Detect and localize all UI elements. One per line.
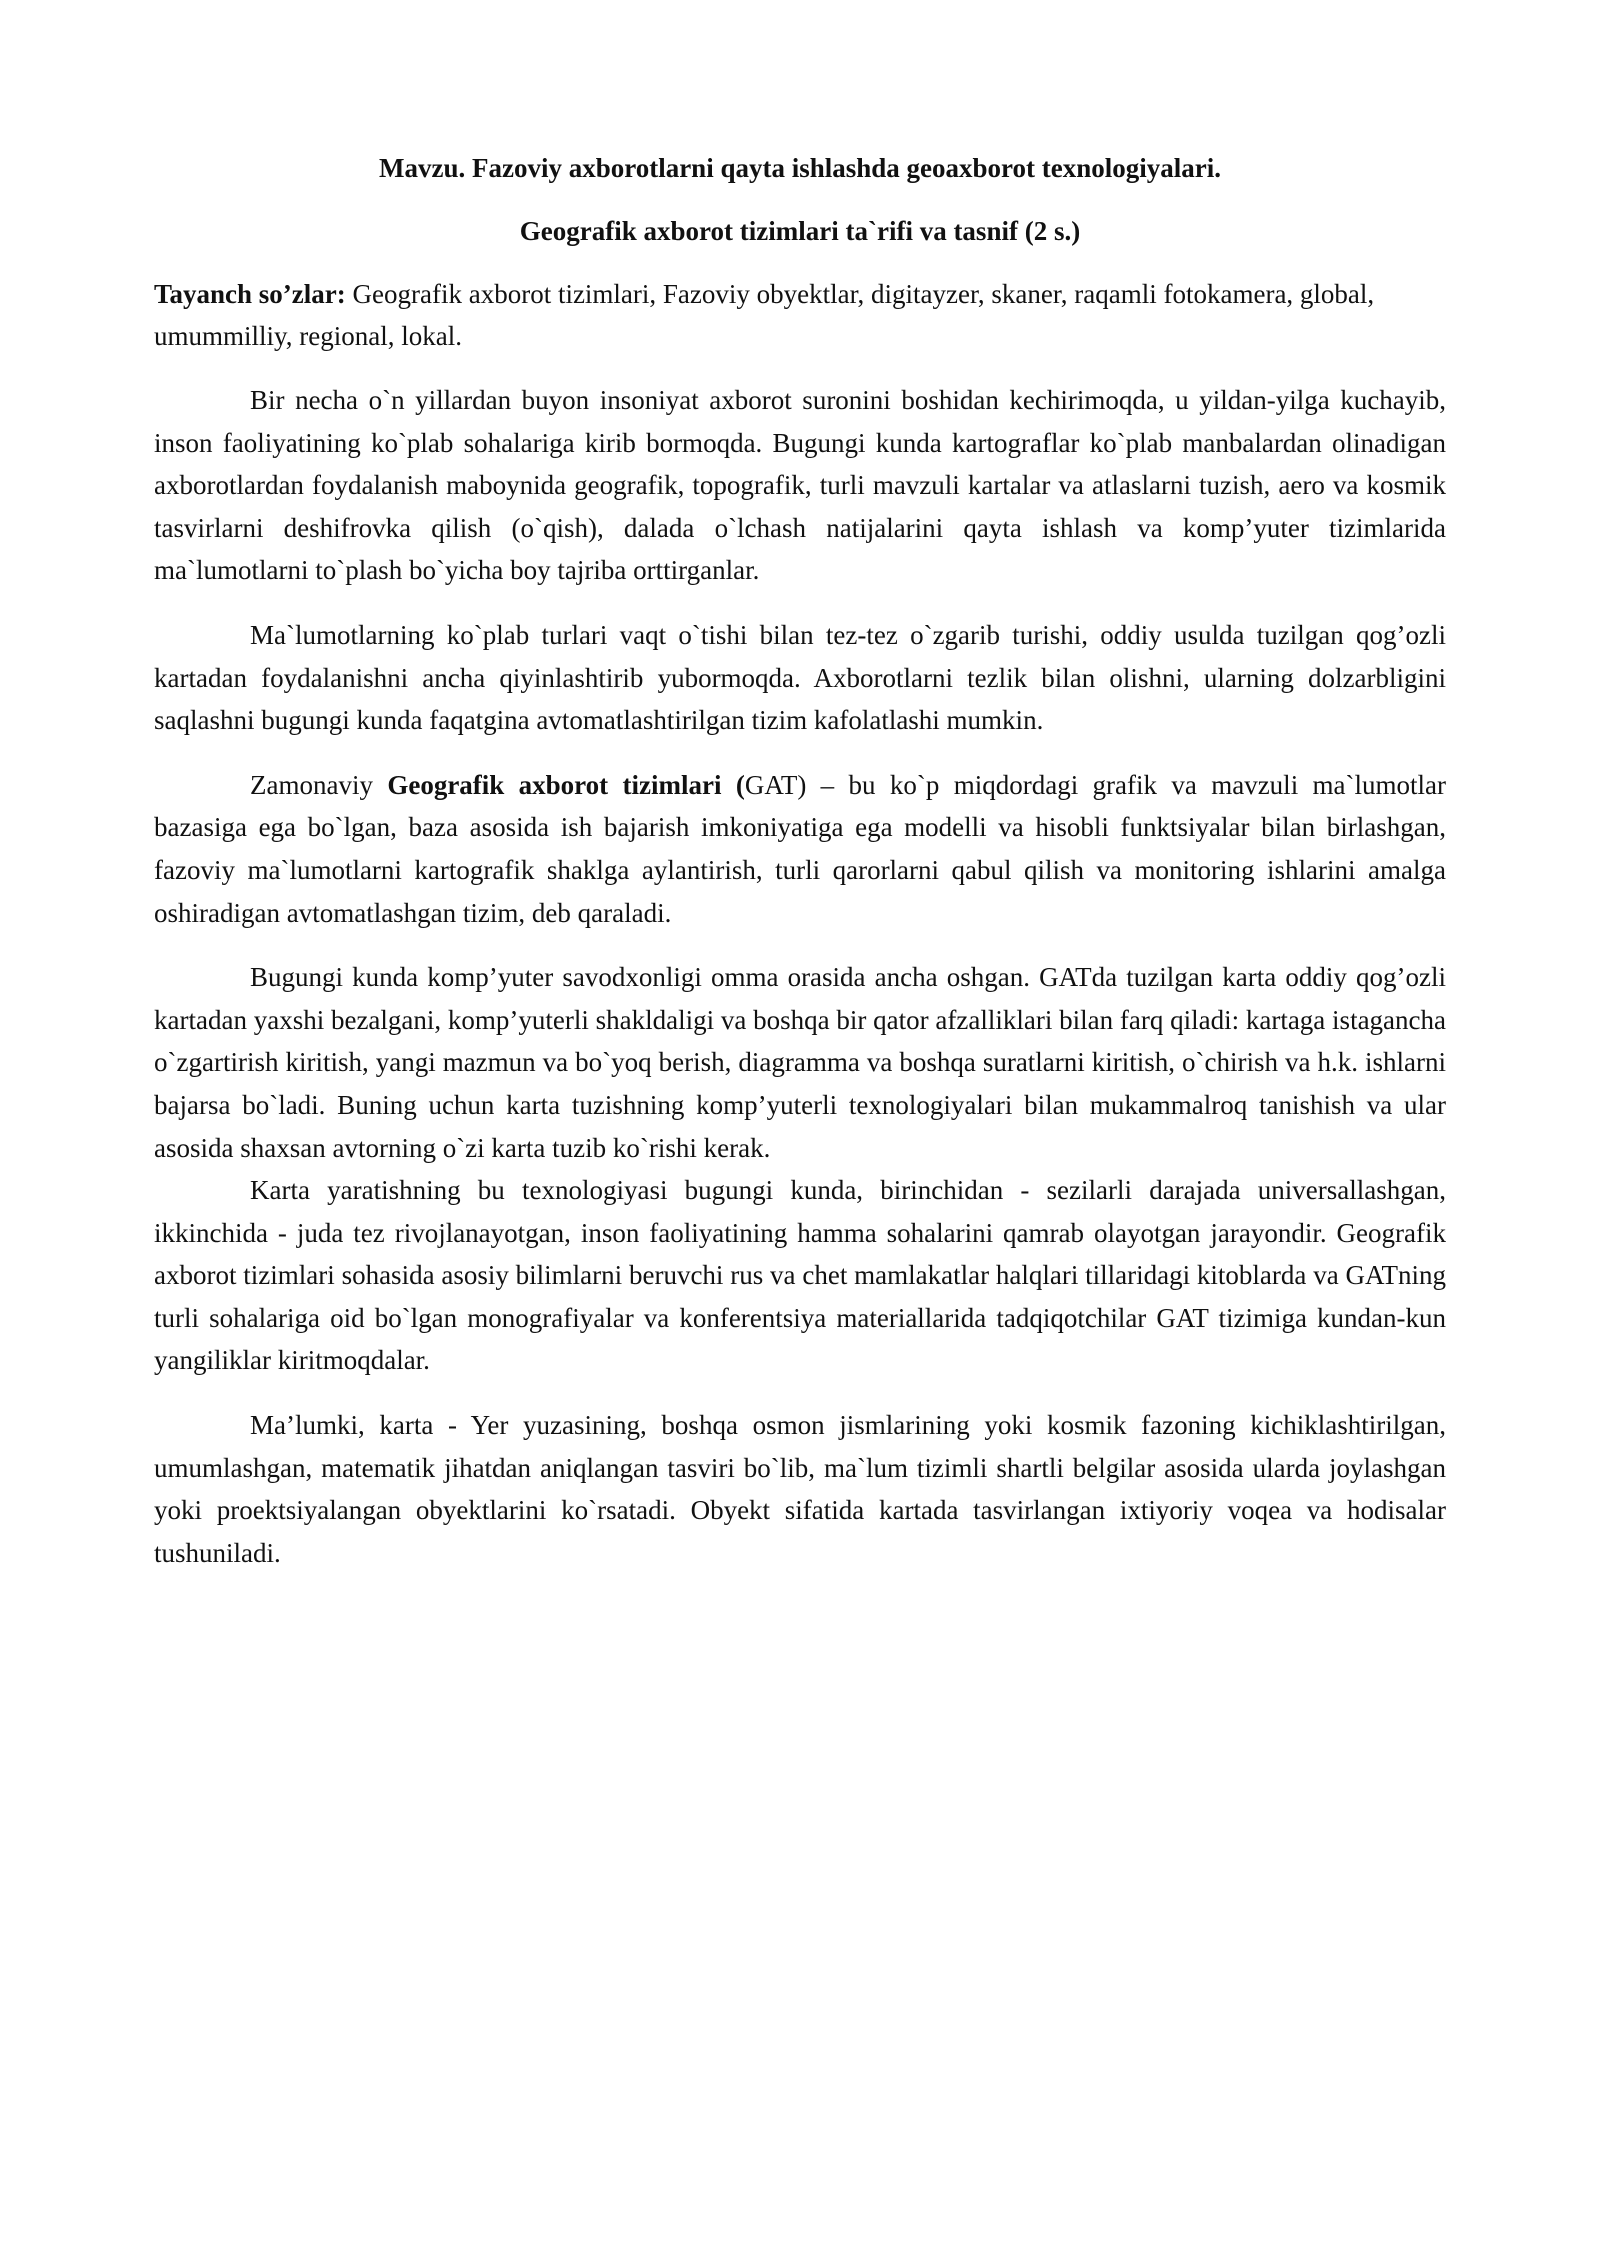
paragraph-3-definition: GAT) – bu ko`p miqdordagi grafik va mavzuli ma`lumotlar bazasiga ega bo`lgan, baza asosida ish bajarish imkoniyatiga ega modelli va hisobli funktsiyalar bilan birlashgan, fazoviy ma`lumotlarni kartografik shaklga aylantirish, turli qarorlarni qabul qilish va monitoring ishlarini amalga oshiradigan avtomatlashgan tizim, deb qaraladi. (154, 769, 1447, 928)
paragraph-4: Bugungi kunda komp’yuter savodxonligi omma orasida ancha oshgan. GATda tuzilgan karta oddiy qog’ozli kartadan yaxshi bezalgani, komp’yuterli shakldaligi va boshqa bir qator afzalliklari bilan farq qiladi: kartaga istagancha o`zgartirish kiritish, yangi mazmun va bo`yoq berish, diagramma va boshqa suratlarni kiritish, o`chirish va h.k. ishlarni bajarsa bo`ladi. Buning uchun karta tuzishning komp’yuterli texnologiyalari bilan mukammalroq tanishish va ular asosida shaxsan avtorning o`zi karta tuzib ko`rishi kerak. (154, 962, 1446, 1163)
document-title: Mavzu. Fazoviy axborotlarni qayta ishlashda geoaxborot texnologiyalari. (378, 153, 1221, 183)
paragraph-1: Bir necha o`n yillardan buyon insoniyat axborot suronini boshidan kechirimoqda, u yildan-yilga kuchayib, inson faoliyatining ko`plab sohalariga kirib bormoqda. Bugungi kunda kartograflar ko`plab manbalardan olinadigan axborotlardan foydalanish maboynida geografik, topografik, turli mavzuli kartalar va atlaslarni tuzish, aero va kosmik tasvirlarni deshifrovka qilish (o`qish), dalada o`lchash natijalarini qayta ishlash va komp’yuter tizimlarida ma`lumotlarni to`plash bo`yicha boy tajriba orttirganlar. (154, 385, 1446, 586)
keywords-text: Geografik axborot tizimlari, Fazoviy obyektlar, digitayzer, skaner, raqamli fotokamera, global, umummilliy, regional, lokal. (154, 279, 1375, 351)
document-subtitle: Geografik axborot tizimlari ta`rifi va tasnif (2 s.) (519, 216, 1081, 246)
paragraph-3-intro: Zamonaviy (250, 769, 388, 800)
keywords-paragraph (154, 273, 1446, 357)
gat-term: Geografik axborot tizimlari ( (387, 769, 745, 800)
paragraph-5: Karta yaratishning bu texnologiyasi bugungi kunda, birinchidan - sezilarli darajada universallashgan, ikkinchida - juda tez rivojlanayotgan, inson faoliyatining hamma sohalarini qamrab olayotgan jarayondir. Geografik axborot tizimlari sohasida asosiy bilimlarni beruvchi rus va chet mamlakatlar halqlari tillaridagi kitoblarda va GATning turli sohalariga oid bo`lgan monografiyalar va konferentsiya materiallarida tadqiqotchilar GAT tizimiga kundan-kun yangiliklar kiritmoqdalar. (154, 1175, 1446, 1376)
keywords-label: Tayanch so’zlar: (154, 279, 346, 309)
document-page (154, 148, 1446, 1596)
paragraph-3 (154, 764, 1446, 934)
paragraph-6: Ma’lumki, karta - Yer yuzasining, boshqa osmon jismlarining yoki kosmik fazoning kichiklashtirilgan, umumlashgan, matematik jihatdan aniqlangan tasviri bo`lib, ma`lum tizimli shartli belgilar asosida ularda joylashgan yoki proektsiyalangan obyektlarini ko`rsatadi. Obyekt sifatida kartada tasvirlangan ixtiyoriy voqea va hodisalar tushuniladi. (154, 1410, 1446, 1568)
paragraph-2: Ma`lumotlarning ko`plab turlari vaqt o`tishi bilan tez-tez o`zgarib turishi, oddiy usulda tuzilgan qog’ozli kartadan foydalanishni ancha qiyinlashtirib yubormoqda. Axborotlarni tezlik bilan olishni, ularning dolzarbligini saqlashni bugungi kunda faqatgina avtomatlashtirilgan tizim kafolatlashi mumkin. (154, 619, 1446, 736)
